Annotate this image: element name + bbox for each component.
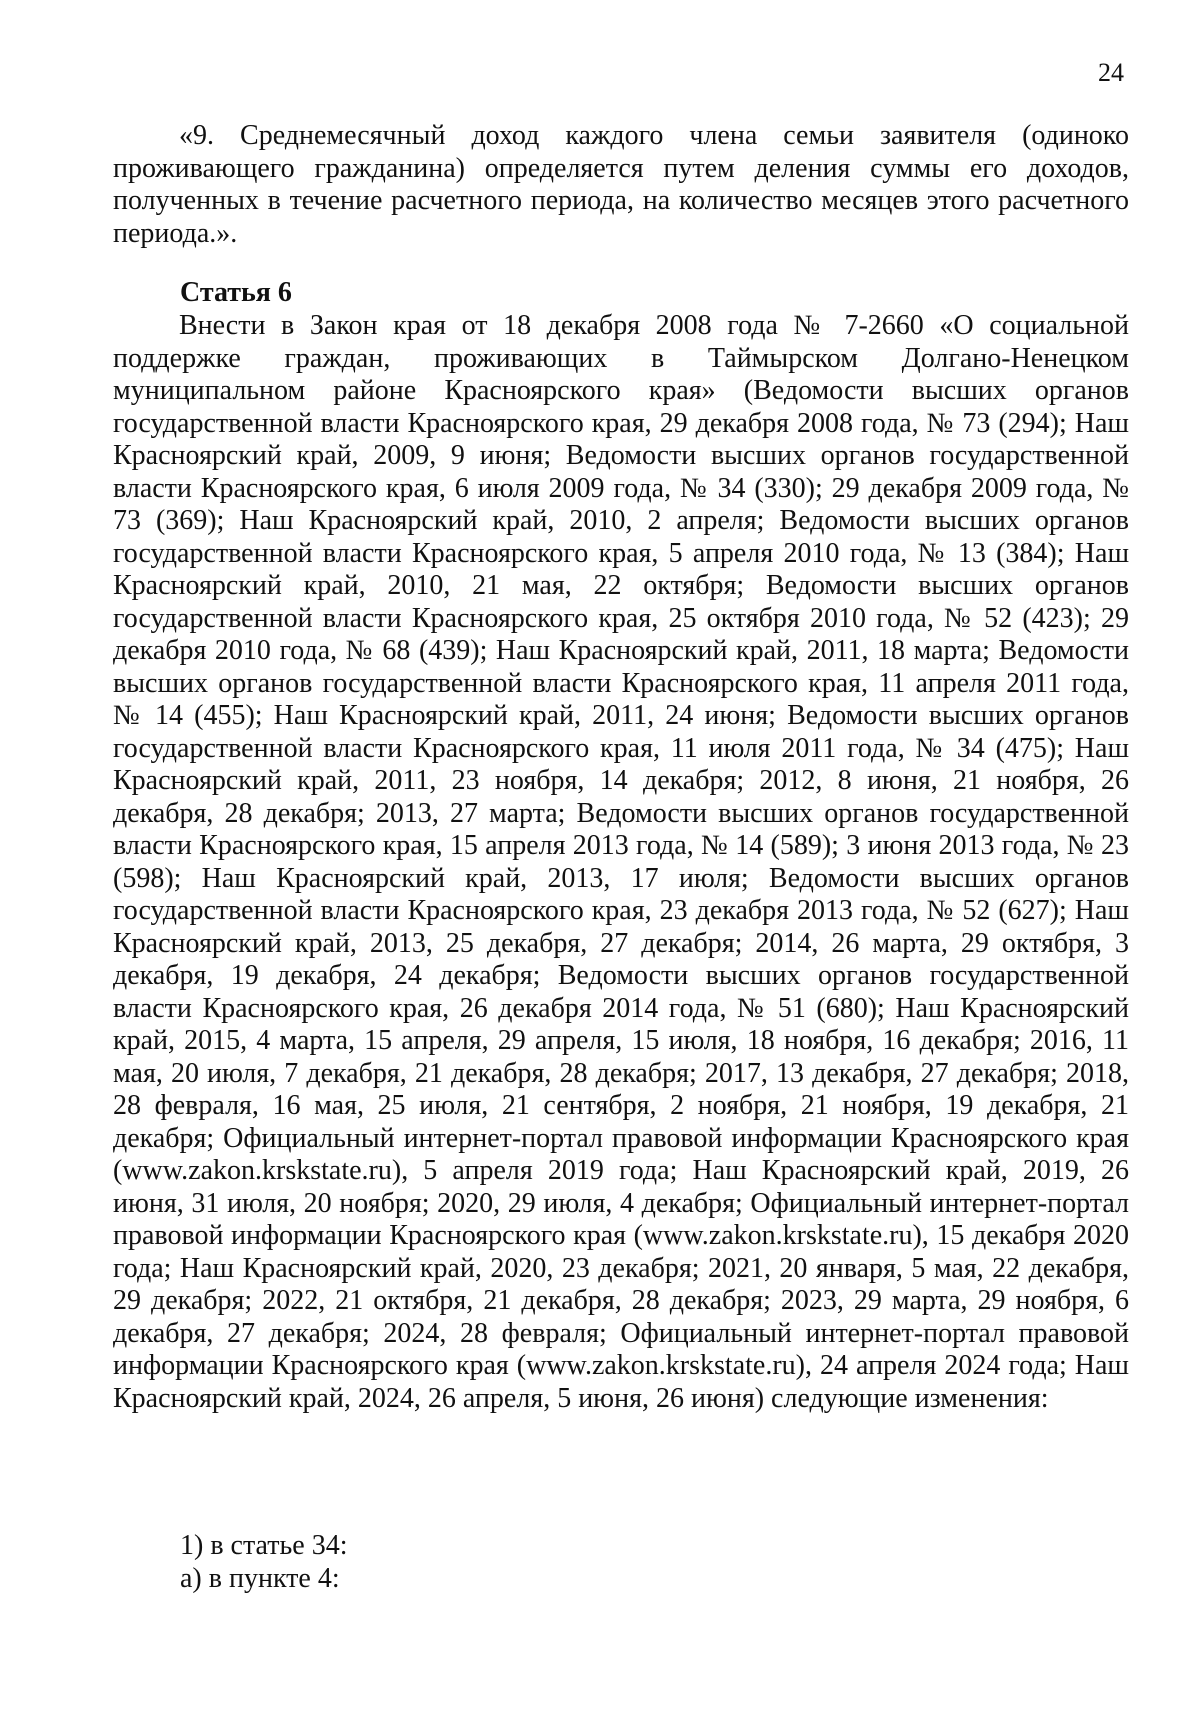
article-heading: Статья 6 (180, 277, 292, 308)
article-body-block (113, 310, 1129, 1415)
list-item-1: 1) в статье 34: (180, 1530, 348, 1561)
paragraph-9-block (113, 120, 1129, 250)
paragraph-9: «9. Среднемесячный доход каждого члена семьи заявителя (одиноко проживающего гражданина) определяется путем деления суммы его доходов, полученных в течение расчетного периода, на количество месяцев этого расчетного периода.». (113, 120, 1129, 249)
article-body: Внести в Закон края от 18 декабря 2008 года № 7-2660 «О социальной поддержке граждан, проживающих в Таймырском Долгано-Ненецком муниципальном районе Красноярского края» (Ведомости высших органов государственной власти Красноярского края, 29 декабря 2008 года, № 73 (294); Наш Красноярский край, 2009, 9 июня; Ведомости высших органов государственной власти Красноярского края, 6 июля 2009 года, № 34 (330); 29 декабря 2009 года, № 73 (369); Наш Красноярский край, 2010, 2 апреля; Ведомости высших органов государственной власти Красноярского края, 5 апреля 2010 года, № 13 (384); Наш Красноярский край, 2010, 21 мая, 22 октября; Ведомости высших органов государственной власти Красноярского края, 25 октября 2010 года, № 52 (423); 29 декабря 2010 года, № 68 (439); Наш Красноярский край, 2011, 18 марта; Ведомости высших органов государственной власти Красноярского края, 11 апреля 2011 года, № 14 (455); Наш Красноярский край, 2011, 24 июня; Ведомости высших органов государственной власти Красноярского края, 11 июля 2011 года, № 34 (475); Наш Красноярский край, 2011, 23 ноября, 14 декабря; 2012, 8 июня, 21 ноября, 26 декабря, 28 декабря; 2013, 27 марта; Ведомости высших органов государственной власти Красноярского края, 15 апреля 2013 года, № 14 (589); 3 июня 2013 года, № 23 (598); Наш Красноярский край, 2013, 17 июля; Ведомости высших органов государственной власти Красноярского края, 23 декабря 2013 года, № 52 (627); Наш Красноярский край, 2013, 25 декабря, 27 декабря; 2014, 26 марта, 29 октября, 3 декабря, 19 декабря, 24 декабря; Ведомости высших органов государственной власти Красноярского края, 26 декабря 2014 года, № 51 (680); Наш Красноярский край, 2015, 4 марта, 15 апреля, 29 апреля, 15 июля, 18 ноября, 16 декабря; 2016, 11 мая, 20 июля, 7 декабря, 21 декабря, 28 декабря; 2017, 13 декабря, 27 декабря; 2018, 28 февраля, 16 мая, 25 июля, 21 сентября, 2 ноября, 21 ноября, 19 декабря, 21 декабря; Официальный интернет-портал правовой информации Красноярского края (www.zakon.krskstate.ru), 5 апреля 2019 года; Наш Красноярский край, 2019, 26 июня, 31 июля, 20 ноября; 2020, 29 июля, 4 декабря; Официальный интернет-портал правовой информации Красноярского края (www.zakon.krskstate.ru), 15 декабря 2020 года; Наш Красноярский край, 2020, 23 декабря; 2021, 20 января, 5 мая, 22 декабря, 29 декабря; 2022, 21 октября, 21 декабря, 28 декабря; 2023, 29 марта, 29 ноября, 6 декабря, 27 декабря; 2024, 28 февраля; Официальный интернет-портал правовой информации Красноярского края (www.zakon.krskstate.ru), 24 апреля 2024 года; Наш Красноярский край, 2024, 26 апреля, 5 июня, 26 июня) следующие изменения: (113, 310, 1129, 1414)
page-number: 24 (1098, 58, 1124, 87)
list-item-a: а) в пункте 4: (180, 1563, 340, 1594)
